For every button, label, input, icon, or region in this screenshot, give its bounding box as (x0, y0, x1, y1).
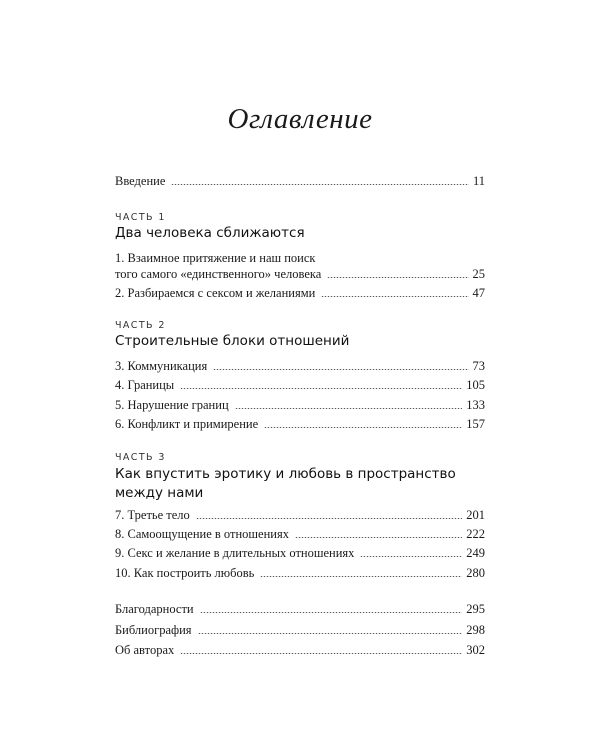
toc-entry-page: 157 (466, 417, 485, 431)
toc-entry-label: Библиография (115, 623, 192, 637)
toc-entry-label: Благодарности (115, 602, 194, 616)
dot-leader (196, 518, 462, 519)
dot-leader (321, 296, 468, 297)
toc-entry-introduction[interactable] (115, 173, 485, 189)
toc-entry-page: 201 (466, 508, 485, 522)
toc-entry-label: того самого «единственного» человека (115, 267, 322, 281)
toc-entry-chapter-9[interactable] (115, 545, 485, 561)
toc-entry-page: 73 (472, 359, 485, 373)
toc-entry-chapter-2[interactable] (115, 285, 485, 301)
part-1-label: ЧАСТЬ 1 (115, 212, 166, 223)
toc-entry-acknowledgements[interactable] (115, 601, 485, 617)
toc-entry-page: 295 (466, 602, 485, 616)
dot-leader (327, 277, 468, 278)
toc-entry-label: 6. Конфликт и примирение (115, 417, 259, 431)
dot-leader (235, 408, 463, 409)
toc-entry-page: 222 (466, 527, 485, 541)
toc-entry-chapter-3[interactable] (115, 358, 485, 374)
part-3-title: Как впустить эротику и любовь в пространство между нами (115, 466, 456, 501)
toc-entry-page: 105 (466, 378, 485, 392)
dot-leader (180, 653, 462, 654)
page-title: Оглавление (227, 103, 373, 136)
dot-leader (180, 388, 462, 389)
part-3-label: ЧАСТЬ 3 (115, 452, 166, 463)
toc-entry-page: 11 (472, 174, 485, 188)
toc-entry-page: 298 (466, 623, 485, 637)
toc-entry-label: 8. Самоощущение в отношениях (115, 527, 289, 541)
dot-leader (360, 556, 462, 557)
toc-entry-label: Введение (115, 174, 166, 188)
toc-entry-label: 10. Как построить любовь (115, 566, 255, 580)
toc-entry-label: 5. Нарушение границ (115, 398, 229, 412)
part-1-title: Два человека сближаются (115, 225, 305, 241)
toc-entry-chapter-10[interactable] (115, 565, 485, 581)
part-2-title: Строительные блоки отношений (115, 333, 350, 349)
toc-entry-label: 2. Разбираемся с сексом и желаниями (115, 286, 316, 300)
toc-entry-chapter-1[interactable] (115, 250, 485, 282)
toc-entry-chapter-8[interactable] (115, 526, 485, 542)
toc-entry-about-authors[interactable] (115, 642, 485, 658)
dot-leader (264, 427, 462, 428)
toc-entry-label-line1: 1. Взаимное притяжение и наш поиск (115, 251, 316, 265)
toc-entry-page: 280 (466, 566, 485, 580)
toc-entry-label: 4. Границы (115, 378, 175, 392)
toc-entry-page: 133 (466, 398, 485, 412)
toc-entry-chapter-4[interactable] (115, 377, 485, 393)
toc-entry-bibliography[interactable] (115, 622, 485, 638)
dot-leader (171, 184, 469, 185)
toc-entry-label: 3. Коммуникация (115, 359, 208, 373)
dot-leader (295, 537, 462, 538)
dot-leader (260, 576, 462, 577)
dot-leader (200, 612, 463, 613)
toc-entry-page: 25 (472, 267, 485, 281)
toc-entry-label: 7. Третье тело (115, 508, 190, 522)
part-2-label: ЧАСТЬ 2 (115, 320, 166, 331)
dot-leader (213, 369, 468, 370)
toc-entry-chapter-6[interactable] (115, 416, 485, 432)
toc-entry-page: 47 (472, 286, 485, 300)
toc-entry-page: 302 (466, 643, 485, 657)
toc-entry-chapter-5[interactable] (115, 397, 485, 413)
toc-entry-label: Об авторах (115, 643, 175, 657)
toc-entry-page: 249 (466, 546, 485, 560)
toc-entry-label: 9. Секс и желание в длительных отношениях (115, 546, 355, 560)
toc-entry-chapter-7[interactable] (115, 507, 485, 523)
dot-leader (198, 633, 463, 634)
